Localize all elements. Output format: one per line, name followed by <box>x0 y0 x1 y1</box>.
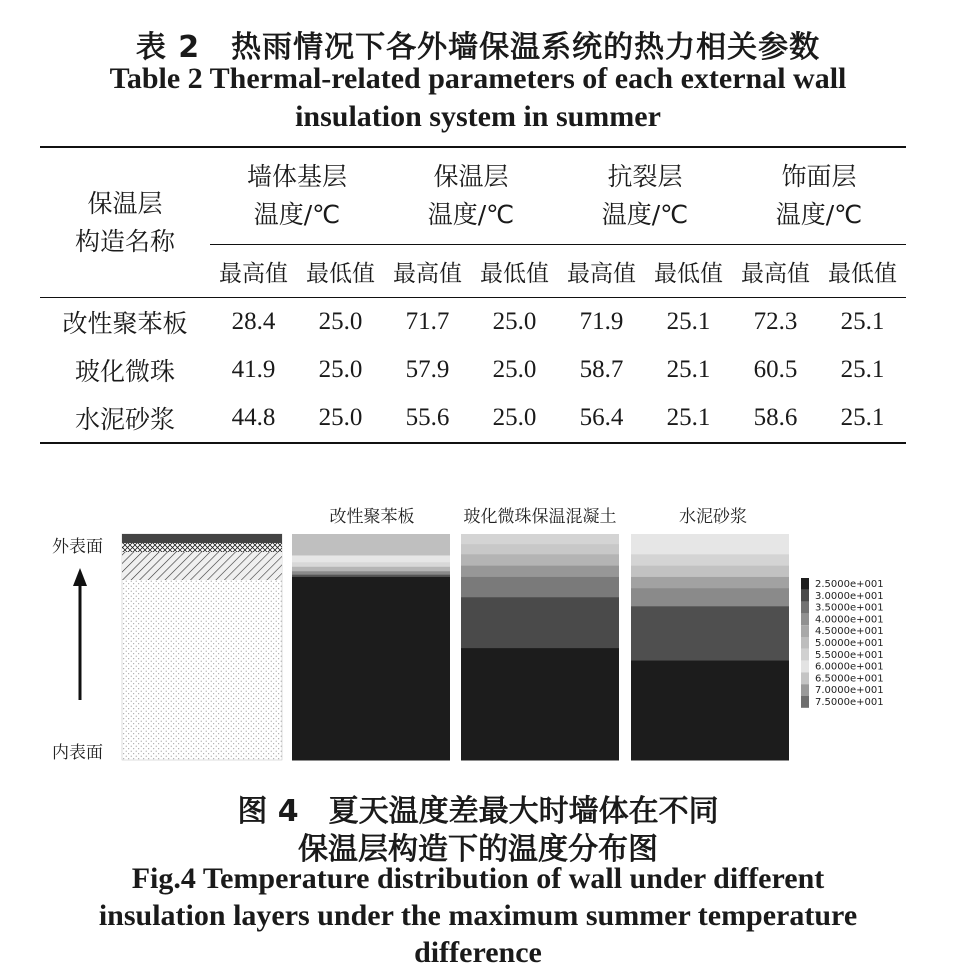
table-row <box>40 346 906 394</box>
subheader-max: 最高值 <box>210 245 297 298</box>
name-column-header <box>40 147 210 298</box>
panel-1-band <box>292 571 450 575</box>
table-cell: 58.7 <box>579 356 624 383</box>
panel-1-band <box>292 577 450 761</box>
panel-3-band <box>631 554 789 566</box>
panel-1-band <box>292 534 450 556</box>
panel-3-band <box>631 588 789 607</box>
legend-label: 4.0000e+001 <box>815 614 884 626</box>
subheader-max: 最高值 <box>558 245 645 298</box>
wall-finish-layer <box>122 534 282 543</box>
legend-label: 3.0000e+001 <box>815 590 884 602</box>
panel-2-band <box>461 577 619 598</box>
panel-title: 水泥砂浆 <box>679 507 747 527</box>
legend-label: 5.5000e+001 <box>815 649 884 661</box>
figure-caption-en-line1: Fig.4 Temperature distribution of wall under different <box>131 862 825 895</box>
panel-3-band <box>631 534 789 555</box>
subheader-min: 最低值 <box>471 245 558 298</box>
table-caption-cn: 表 2 热雨情况下各外墙保温系统的热力相关参数 <box>135 30 821 65</box>
name-header-line2: 构造名称 <box>74 226 175 256</box>
panel-3-band <box>631 606 789 661</box>
legend-label: 5.0000e+001 <box>815 638 884 649</box>
wall-schematic <box>122 534 282 760</box>
outer-surface-label: 外表面 <box>52 537 103 557</box>
subheader-min: 最低值 <box>297 245 384 298</box>
legend-swatch <box>801 661 809 673</box>
legend-label: 3.5000e+001 <box>815 602 884 614</box>
legend-swatch <box>801 602 809 614</box>
panel-2-band <box>461 534 619 545</box>
panel-3-band <box>631 661 789 761</box>
table-cell: 44.8 <box>231 404 276 431</box>
group-header-finish <box>732 147 906 245</box>
row-name: 玻化微珠 <box>74 357 175 386</box>
panel-2-band <box>461 648 619 760</box>
legend-swatch <box>801 578 809 590</box>
wall-crack-resist-layer <box>122 543 282 552</box>
panel-1-band <box>292 562 450 567</box>
temperature-panels <box>292 534 789 761</box>
panel-2-band <box>461 566 619 578</box>
wall-insulation-layer <box>122 552 282 580</box>
legend-label: 7.5000e+001 <box>815 697 884 708</box>
table-cell: 28.4 <box>231 308 276 335</box>
legend-label: 4.5000e+001 <box>815 626 884 638</box>
subheader-min: 最低值 <box>819 245 906 298</box>
table-cell: 25.1 <box>840 356 885 383</box>
legend-label: 2.5000e+001 <box>815 579 884 590</box>
group-header-line2: 温度/℃ <box>601 200 689 229</box>
legend-swatch <box>801 684 809 696</box>
table-cell: 25.0 <box>492 308 537 335</box>
panel-1-band <box>292 567 450 572</box>
table-cell: 58.6 <box>753 404 798 431</box>
row-name: 水泥砂浆 <box>74 405 175 434</box>
table-cell: 25.1 <box>840 308 885 335</box>
temperature-distribution-figure <box>0 490 956 770</box>
legend-swatch <box>801 696 809 708</box>
table-cell: 25.0 <box>318 356 363 383</box>
figure-caption-en-line2: insulation layers under the maximum summer temperature <box>98 899 858 932</box>
panel-title: 改性聚苯板 <box>329 507 415 527</box>
temperature-legend <box>801 578 884 708</box>
table-cell: 71.7 <box>405 308 450 335</box>
group-header-line1: 墙体基层 <box>246 162 347 191</box>
subheader-max: 最高值 <box>732 245 819 298</box>
group-header-line1: 抗裂层 <box>607 162 683 191</box>
panel-2-band <box>461 544 619 555</box>
table-row <box>40 298 906 347</box>
panel-2-band <box>461 554 619 566</box>
row-name: 改性聚苯板 <box>62 309 188 338</box>
legend-swatch <box>801 625 809 637</box>
group-header-insulation <box>384 147 558 245</box>
legend-label: 7.0000e+001 <box>815 685 884 697</box>
table-cell: 41.9 <box>231 356 276 383</box>
table-cell: 71.9 <box>579 308 624 335</box>
table-cell: 57.9 <box>405 356 450 383</box>
legend-swatch <box>801 590 809 602</box>
table-cell: 25.0 <box>318 404 363 431</box>
table-cell: 60.5 <box>753 356 798 383</box>
legend-swatch <box>801 649 809 661</box>
legend-label: 6.0000e+001 <box>815 661 884 673</box>
group-header-line1: 保温层 <box>433 162 509 191</box>
panel-2-band <box>461 597 619 648</box>
panel-1-band <box>292 555 450 562</box>
table-caption-en-line2: insulation system in summer <box>295 100 661 133</box>
group-header-line2: 温度/℃ <box>775 200 863 229</box>
table-row <box>40 394 906 443</box>
inner-surface-label: 内表面 <box>52 743 103 763</box>
legend-swatch <box>801 637 809 649</box>
direction-arrow-head <box>73 568 87 586</box>
group-header-line2: 温度/℃ <box>427 200 515 229</box>
table-header-row <box>40 147 906 245</box>
group-header-wall-base <box>210 147 384 245</box>
name-header-line1: 保温层 <box>87 188 163 218</box>
table-cell: 55.6 <box>405 404 450 431</box>
table-cell: 25.1 <box>666 356 711 383</box>
figure-caption-cn-line2: 保温层构造下的温度分布图 <box>298 832 658 867</box>
table-cell: 25.1 <box>666 404 711 431</box>
subheader-min: 最低值 <box>645 245 732 298</box>
table-cell: 25.0 <box>318 308 363 335</box>
table-cell: 56.4 <box>579 404 624 431</box>
subheader-max: 最高值 <box>384 245 471 298</box>
table-cell: 25.0 <box>492 404 537 431</box>
table-cell: 25.0 <box>492 356 537 383</box>
group-header-line1: 饰面层 <box>781 162 857 191</box>
table-cell: 72.3 <box>753 308 798 335</box>
table-caption-en-line1: Table 2 Thermal-related parameters of each external wall <box>109 62 847 95</box>
panel-3-band <box>631 566 789 578</box>
table-cell: 25.1 <box>840 404 885 431</box>
group-header-line2: 温度/℃ <box>253 200 341 229</box>
legend-swatch <box>801 672 809 684</box>
figure-caption-cn-line1: 图 4 夏天温度差最大时墙体在不同 <box>237 794 719 829</box>
group-header-anti-crack <box>558 147 732 245</box>
panel-title: 玻化微珠保温混凝土 <box>463 507 617 527</box>
parameters-table <box>40 146 906 444</box>
figure-caption-en-line3: difference <box>414 936 542 969</box>
legend-swatch <box>801 613 809 625</box>
legend-label: 6.5000e+001 <box>815 673 884 685</box>
panel-3-band <box>631 577 789 589</box>
table-cell: 25.1 <box>666 308 711 335</box>
